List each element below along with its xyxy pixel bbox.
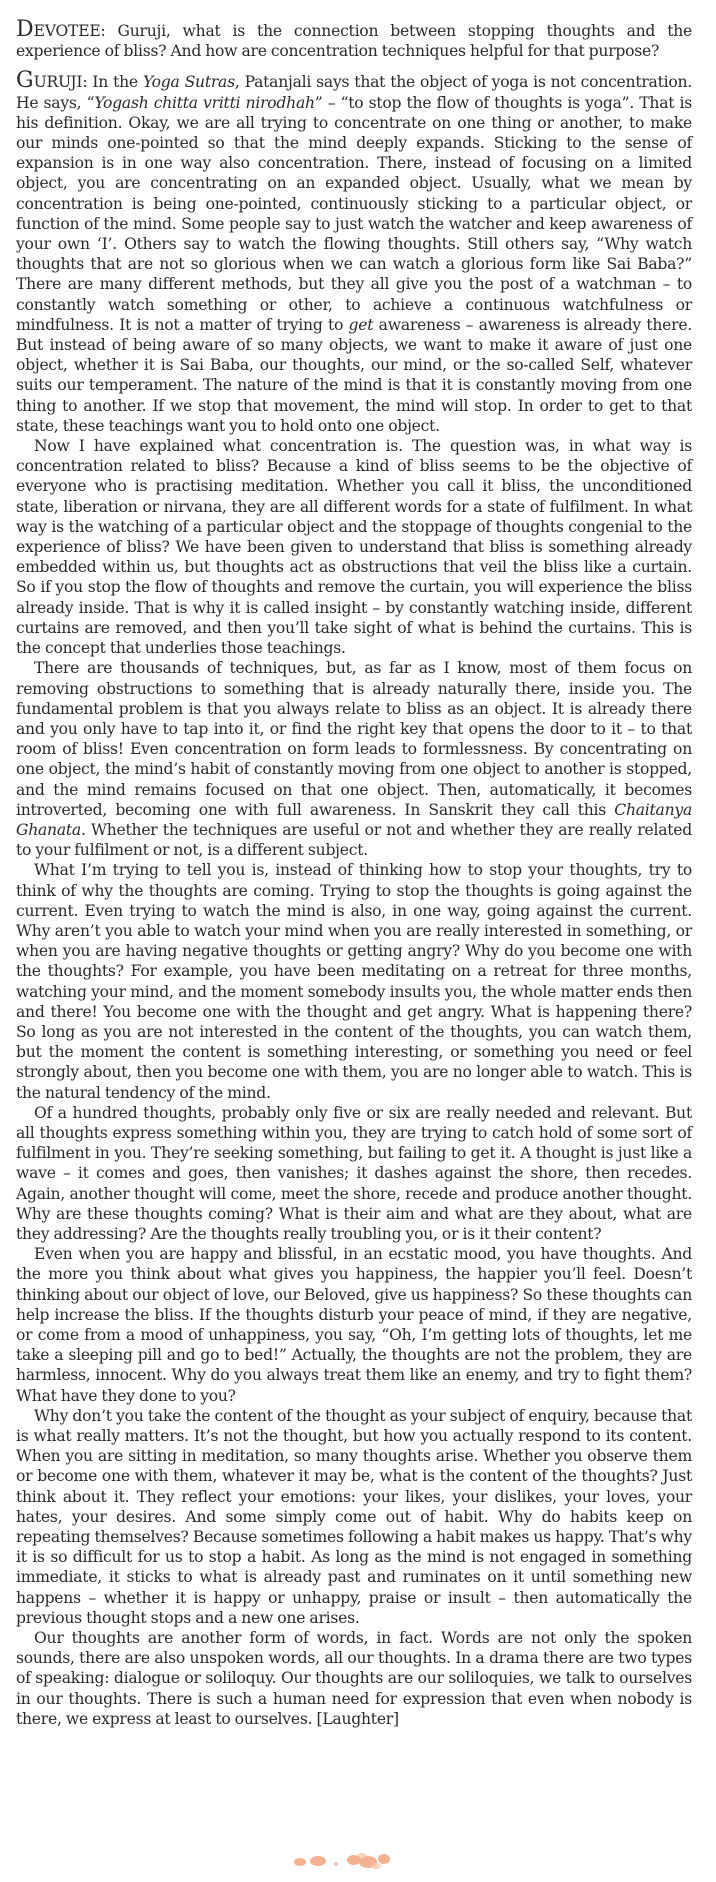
speaker-initial: G xyxy=(16,68,34,94)
speaker-label: URUJI: xyxy=(33,73,88,92)
text-run: In the xyxy=(92,73,138,92)
emphasis-word: get xyxy=(348,315,374,334)
devotee-question xyxy=(16,17,692,61)
text-run: ” – “to stop the flow of thoughts is yoga”. That is his definition. Okay, we are all trying to concentrate on one thing or another, to make our minds one-pointed so that the mind deeply expands. Sticking to the sense of expansion is in one way also concentration. There, instead of focusing on a limited object, you are concentrating on an expanded object. Usually, what we mean by concentration is being one-pointed, continuously sticking to a particular object, or function of the mind. Some people say to just watch the watcher and keep awareness of your own ‘I’. Others say to watch the flowing thoughts. Still others say, “Why watch thoughts that are not so glorious when we can watch a glorious form like Sai Baba?” There are many different methods, but they all give you the post of a watchman – to constantly watch something or other, to achieve a continuous watchfulness or mindfulness. It is not a matter of trying to xyxy=(16,93,693,334)
answer-paragraph-1 xyxy=(16,68,693,436)
sanskrit-term: Chaitanya Ghanata xyxy=(16,800,692,839)
answer-paragraph-3 xyxy=(16,658,692,860)
document-page xyxy=(16,17,693,1729)
speaker-label: EVOTEE: xyxy=(33,22,106,40)
answer-paragraph-8: Our thoughts are another form of words, in fact. Words are not only the spoken sounds, there are also unspoken words, all our thoughts. In a drama there are two types of speaking: dialogue or soliloquy. Our thoughts are our soliloquies, we talk to ourselves in our thoughts. There is such a human need for expression that even when nobody is there, we express at least to ourselves. [Laughter] xyxy=(16,1629,692,1728)
text-run: There are thousands of techniques, but, as far as I know, most of them focus on removing obstructions to something that is already naturally there, inside you. The fundamental problem is that you always relate to bliss as an object. It is already there and you only have to tap into it, or find the right key that opens the door to it – to that room of bliss! Even concentration on form leads to formlessness. By concentrating on one object, the mind’s habit of constantly moving from one object to another is stopped, and the mind remains focused on that one object. Then, automatically, it becomes introverted, becoming one with full awareness. In Sanskrit they call this xyxy=(16,659,692,819)
text-run: , Patanjali says that the object of yoga is not concentration. He says, “ xyxy=(16,73,692,112)
sanskrit-quote: Yogash chitta vritti nirodhah xyxy=(94,93,315,112)
answer-paragraph-7: Why don’t you take the content of the thought as your subject of enquiry, because that is what really matters. It’s not the thought, but how you actually respond to its content. When you are sitting in meditation, so many thoughts arise. Whether you observe them or become one with them, whatever it may be, what is the content of the thoughts? Just think about it. They reflect your emotions: your likes, your dislikes, your loves, your hates, your desires. And some simply come out of habit. Why do habits keep on repeating themselves? Because sometimes following a habit makes us happy. That’s why it is so difficult for us to stop a habit. As long as the mind is not engaged in something immediate, it sticks to what is already past and ruminates on it until something new happens – whether it is happy or unhappy, praise or insult – then automatically the previous thought stops and a new one arises. xyxy=(16,1406,692,1627)
answer-paragraph-5: Of a hundred thoughts, probably only five or six are really needed and relevant. But all thoughts express something within you, they are trying to catch hold of some sort of fulfilment in you. They’re seeking something, but failing to get it. A thought is just like a wave – it comes and goes, then vanishes; it dashes against the shore, then recedes. Again, another thought will come, meet the shore, recede and produce another thought. Why are these thoughts coming? What is their aim and what are they about, what are they addressing? Are the thoughts really troubling you, or is it their content? xyxy=(16,1103,692,1243)
speaker-initial: D xyxy=(16,17,34,42)
text-run: awareness – awareness is already there. But instead of being aware of so many objects, we want to make it aware of just one object, whether it is Sai Baba, our thoughts, our mind, or the so-called Self, whatever suits our temperament. The nature of the mind is that it is constantly moving from one thing to another. If we stop that movement, the mind will stop. In order to get to that state, these teachings want you to hold onto one object. xyxy=(16,315,693,435)
question-text: Guruji, what is the connection between stopping thoughts and the experience of bliss? And how are concentration techniques helpful for that purpose? xyxy=(16,22,692,61)
book-title: Yoga Sutras xyxy=(142,73,235,92)
answer-paragraph-2: Now I have explained what concentration is. The question was, in what way is concentration related to bliss? Because a kind of bliss seems to be the objective of everyone who is practising meditation. Whether you call it bliss, the unconditioned state, liberation or nirvana, they are all different words for a state of fulfilment. In what way is the watching of a particular object and the stoppage of thoughts congenial to the experience of bliss? We have been given to understand that bliss is something already embedded within us, but thoughts act as obstructions that veil the bliss like a curtain. So if you stop the flow of thoughts and remove the curtain, you will experience the bliss already inside. That is why it is called insight – by constantly watching inside, different curtains are removed, and then you’ll take sight of what is behind the curtains. This is the concept that underlies those teachings. xyxy=(16,437,692,658)
flower-petals-ornament-icon xyxy=(288,1846,408,1874)
answer-paragraph-6: Even when you are happy and blissful, in an ecstatic mood, you have thoughts. And the more you think about what gives you happiness, the happier you’ll feel. Doesn’t thinking about our object of love, our Beloved, give us happiness? So these thoughts can help increase the bliss. If the thoughts disturb your peace of mind, if they are negative, or come from a mood of unhappiness, you say, “Oh, I’m getting lots of thoughts, let me take a sleeping pill and go to bed!” Actually, the thoughts are not the problem, they are harmless, innocent. Why do you always treat them like an enemy, and try to fight them? What have they done to you? xyxy=(16,1245,692,1405)
answer-paragraph-4: What I’m trying to tell you is, instead of thinking how to stop your thoughts, try to think of why the thoughts are coming. Trying to stop the thoughts is going against the current. Even trying to watch the mind is also, in one way, going against the current. Why aren’t you able to watch your mind when you are really interested in something, or when you are having negative thoughts or getting angry? Why do you become one with the thoughts? For example, you have been meditating on a retreat for three months, watching your mind, and the moment somebody insults you, the whole matter ends then and there! You become one with the thought and get angry. What is happening there? So long as you are not interested in the content of the thoughts, you can watch them, but the moment the content is something interesting, or something you need or feel strongly about, then you become one with them, you are no longer able to watch. This is the natural tendency of the mind. xyxy=(16,861,692,1102)
text-run: . Whether the techniques are useful or not and whether they are really related to your fulfilment or not, is a different subject. xyxy=(16,820,692,860)
